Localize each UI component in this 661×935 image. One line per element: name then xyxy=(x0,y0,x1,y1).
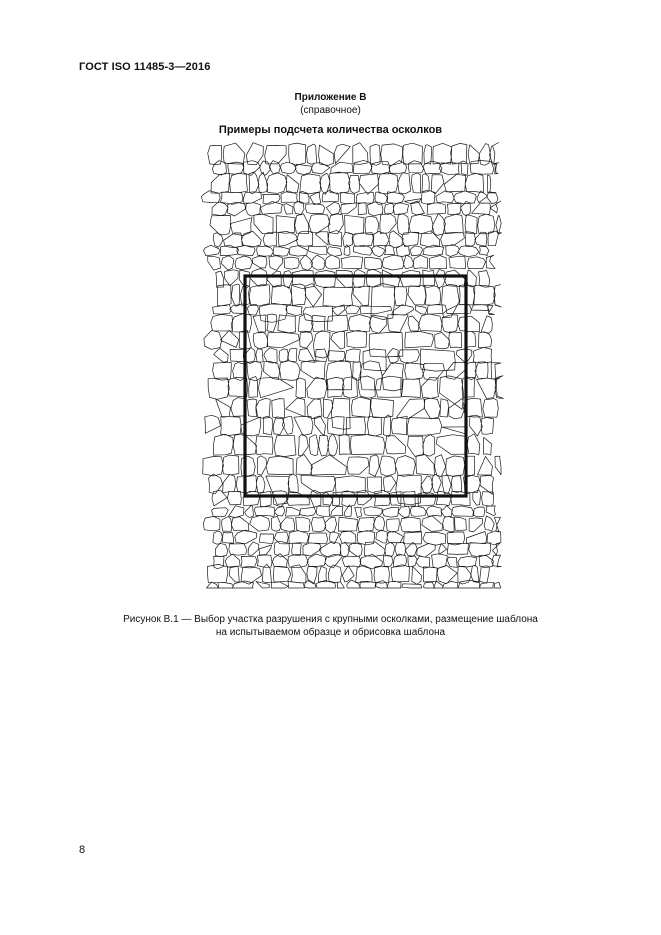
figure-caption-line-1: Рисунок В.1 — Выбор участка разрушения с крупными осколками, размещение шаблона xyxy=(123,614,538,625)
standard-code-header: ГОСТ ISO 11485-3—2016 xyxy=(79,61,211,73)
figure-caption-line-2: на испытываемом образце и обрисовка шаблона xyxy=(215,627,446,638)
fragment-cells xyxy=(201,143,503,589)
fracture-pattern-drawing xyxy=(196,140,508,590)
section-title: Примеры подсчета количества осколков xyxy=(218,124,443,136)
annex-kind: (справочное) xyxy=(300,105,361,116)
fracture-pattern-figure xyxy=(196,140,508,590)
annex-title: Приложение В xyxy=(294,92,367,103)
fragment-outlines xyxy=(201,143,503,589)
page-number: 8 xyxy=(79,844,86,856)
